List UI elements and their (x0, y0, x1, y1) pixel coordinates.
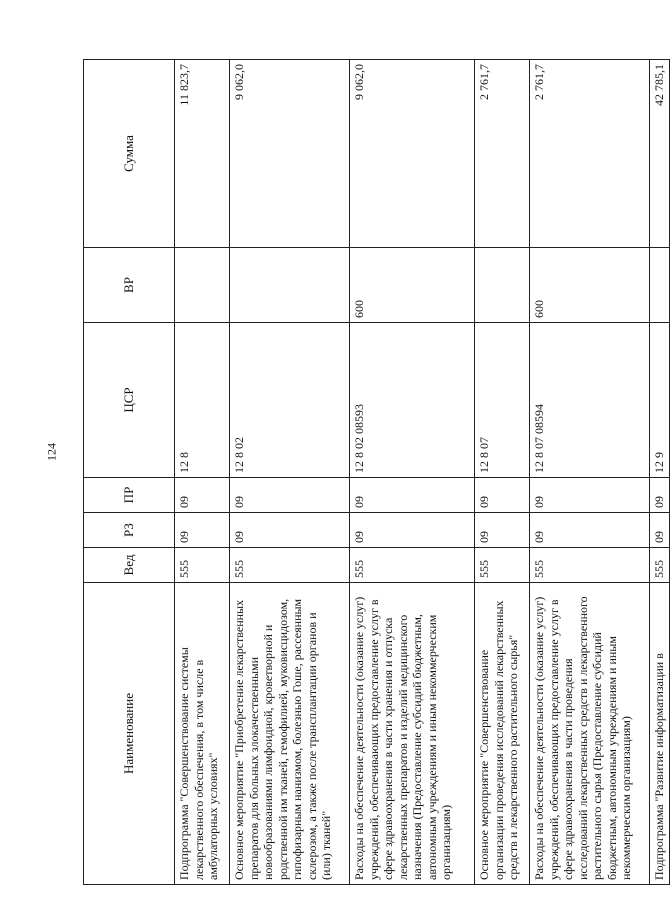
row-sum: 2 761,7 (475, 60, 530, 248)
row-pr: 09 (175, 478, 230, 513)
row-ved: 555 (650, 548, 670, 583)
header-vr: ВР (84, 248, 175, 323)
row-csr: 12 8 07 (475, 323, 530, 478)
row-sum: 42 785,1 (650, 60, 670, 248)
table-header-row (84, 60, 175, 885)
row-ved: 555 (175, 548, 230, 583)
row-name: Основное мероприятие "Приобретение лекарственных препаратов для больных злокачественными новообразованиями лимфоидной, кроветворной и родственной им тканей, гемофилией, муковисцидозом, гипофизарным нанизмом, болезнью Гоше, рассеянным склерозом, а также после трансплантации органов и (или) тканей" (230, 583, 350, 885)
row-pr: 09 (530, 478, 650, 513)
header-name: Наименование (84, 583, 175, 885)
row-ved: 555 (475, 548, 530, 583)
row-ved: 555 (530, 548, 650, 583)
row-vr: 600 (530, 248, 650, 323)
row-name: Расходы на обеспечение деятельности (оказание услуг) учреждений, обеспечивающих предоставление услуг в сфере здравоохранения в части хранения и отпуска лекарственных препаратов и изделий медицинского назначения (Предоставление субсидий бюджетным, автономным учреждениям и иным некоммерческим организациям) (350, 583, 475, 885)
table-row (530, 60, 650, 885)
page-number: 124 (44, 443, 59, 461)
row-rz: 09 (175, 513, 230, 548)
row-csr: 12 8 02 08593 (350, 323, 475, 478)
row-ved: 555 (350, 548, 475, 583)
rotated-page-content (83, 60, 666, 885)
header-pr: ПР (84, 478, 175, 513)
header-ved: Вед (84, 548, 175, 583)
row-name: Основное мероприятие "Совершенствование организации проведения исследований лекарственных средств и лекарственного растительного сырья" (475, 583, 530, 885)
row-ved: 555 (230, 548, 350, 583)
row-vr (650, 248, 670, 323)
row-rz: 09 (650, 513, 670, 548)
row-vr (230, 248, 350, 323)
row-pr: 09 (650, 478, 670, 513)
row-vr (475, 248, 530, 323)
row-sum: 2 761,7 (530, 60, 650, 248)
table-row (650, 60, 670, 885)
row-rz: 09 (230, 513, 350, 548)
row-pr: 09 (475, 478, 530, 513)
row-rz: 09 (530, 513, 650, 548)
row-vr: 600 (350, 248, 475, 323)
header-rz: РЗ (84, 513, 175, 548)
table-row (475, 60, 530, 885)
row-csr: 12 8 02 (230, 323, 350, 478)
budget-table (83, 59, 670, 885)
row-sum: 9 062,0 (230, 60, 350, 248)
table-row (350, 60, 475, 885)
row-name: Расходы на обеспечение деятельности (оказание услуг) учреждений, обеспечивающих предоставление услуг в сфере здравоохранения в части проведения исследований лекарственных средств и лекарственного растительного сырья (Предоставление субсидий бюджетным, автономным учреждениям и иным некоммерческим организациям) (530, 583, 650, 885)
row-name: Подпрограмма "Совершенствование системы лекарственного обеспечения, в том числе в амбулаторных условиях" (175, 583, 230, 885)
row-vr (175, 248, 230, 323)
row-pr: 09 (230, 478, 350, 513)
table-row (230, 60, 350, 885)
header-csr: ЦСР (84, 323, 175, 478)
row-rz: 09 (475, 513, 530, 548)
header-sum: Сумма (84, 60, 175, 248)
row-sum: 11 823,7 (175, 60, 230, 248)
row-name: Подпрограмма "Развитие информатизации в (650, 583, 670, 885)
row-sum: 9 062,0 (350, 60, 475, 248)
row-csr: 12 9 (650, 323, 670, 478)
row-rz: 09 (350, 513, 475, 548)
table-row (175, 60, 230, 885)
row-csr: 12 8 (175, 323, 230, 478)
row-csr: 12 8 07 08594 (530, 323, 650, 478)
row-pr: 09 (350, 478, 475, 513)
